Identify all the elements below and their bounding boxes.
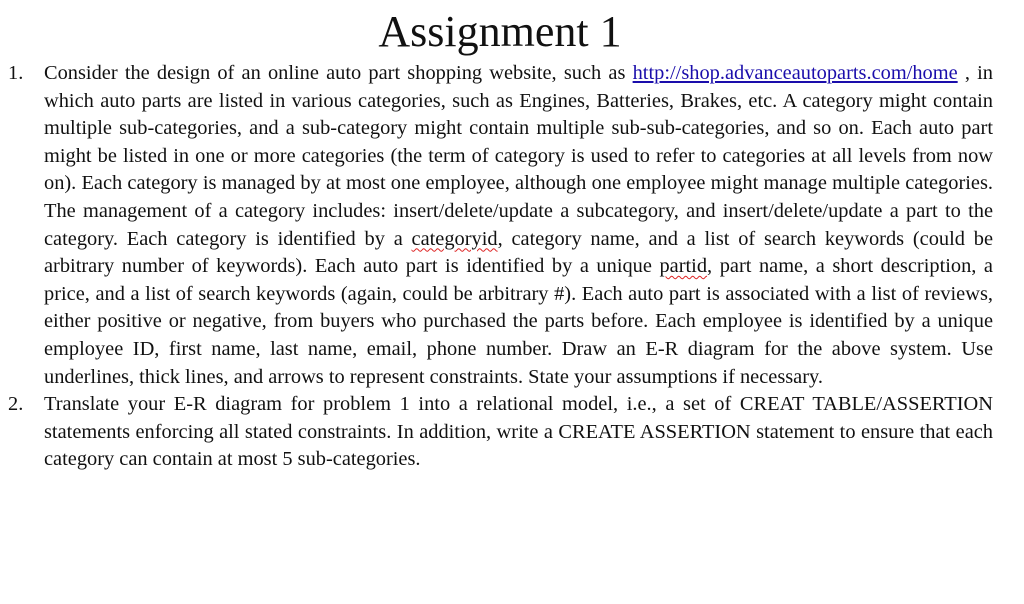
question-1-text-a: Consider the design of an online auto part shopping website, such as (44, 62, 633, 84)
question-2-text: Translate your E-R diagram for problem 1 into a relational model, i.e., a set of CREAT TABLE/ASSERTION statements enforcing all stated constraints. In addition, write a CREATE ASSERTION statement to ensure that each category can contain at most 5 sub-categories. (44, 393, 993, 471)
question-1-text-b: , in which auto parts are listed in various categories, such as Engines, Batteries, Brakes, etc. A category might contain multiple sub-categories, and a sub-category might contain multiple sub-sub-categories, and so on. Each auto part might be listed in one or more categories (the term of category is used to refer to categories at all levels from now on). Each category is managed by at most one employee, although one employee might manage multiple categories. The management of a category includes: insert/delete/update a subcategory, and insert/delete/update a part to the category. Each category is identified by a (44, 62, 993, 250)
document-title: Assignment 1 (378, 7, 622, 56)
term-categoryid: categoryid (411, 227, 498, 250)
term-partid: partid (659, 255, 708, 278)
question-1-number: 1. (8, 62, 24, 84)
question-1-text-c: , category name, and a list of search keywords (could be arbitrary number of keywords). Each auto part is identified by a unique (44, 227, 993, 278)
question-list (8, 60, 993, 474)
website-link[interactable]: http://shop.advanceautoparts.com/home (632, 62, 958, 84)
question-2-number: 2. (8, 393, 24, 416)
question-1 (8, 60, 993, 391)
question-1-text-d: , part name, a short description, a price, and a list of search keywords (again, could be arbitrary #). Each auto part is associated with a list of reviews, either positive or negative, from buyers who purchased the parts before. Each employee is identified by a unique employee ID, first name, last name, email, phone number. Draw an E-R diagram for the above system. Use underlines, thick lines, and arrows to represent constraints. State your assumptions if necessary. (44, 255, 993, 388)
question-2 (8, 391, 993, 474)
